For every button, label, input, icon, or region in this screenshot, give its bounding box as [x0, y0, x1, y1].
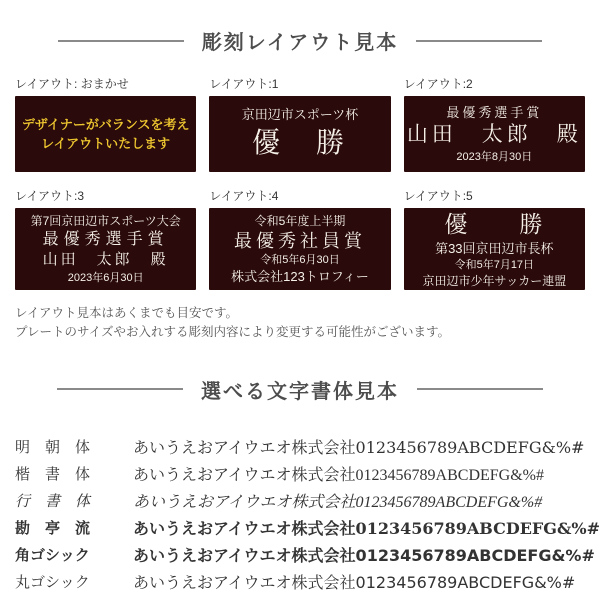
- plate-text-line: 株式会社123トロフィー: [231, 268, 369, 284]
- font-name: 角ゴシック: [15, 545, 90, 564]
- font-row-mincho: [15, 433, 585, 460]
- disclaimer-note: [15, 304, 585, 342]
- font-sample-list: [15, 433, 600, 595]
- layout-sample-2: [404, 75, 585, 172]
- plate-text-line: 山田 太郎 殿: [406, 123, 582, 147]
- section-title-text: 彫刻レイアウト見本: [201, 32, 399, 54]
- font-row-gyosho: [15, 487, 585, 514]
- plate-text-line: 第7回京田辺市スポーツ大会: [30, 213, 181, 228]
- font-row-kaku-gothic: [15, 541, 595, 568]
- plate-text-line: 最優秀社員賞: [233, 230, 366, 251]
- layout-label: レイアウト:3: [15, 189, 85, 203]
- note-line-2: プレートのサイズやお入れする彫刻内容により変更する可能性がございます。: [15, 324, 451, 339]
- layout-sample-4: [209, 187, 390, 290]
- plate-text-line: 京田辺市少年サッカー連盟: [422, 273, 567, 288]
- font-name: 丸ゴシック: [15, 572, 90, 591]
- section-title-text: 選べる文字書体見本: [201, 380, 399, 403]
- engraving-plate: [209, 96, 390, 172]
- divider-line: [57, 388, 183, 390]
- layout-label: レイアウト: おまかせ: [15, 77, 129, 91]
- plate-text-line: 令和5年7月17日: [454, 258, 535, 271]
- font-sample-text: あいうえおアイウエオ株式会社0123456789ABCDEFG&%#: [133, 572, 576, 592]
- plate-text-line: 優 勝: [444, 211, 545, 238]
- plate-text-line: 令和5年6月30日: [260, 254, 340, 267]
- plate-text-line: 2023年8月30日: [456, 150, 533, 163]
- font-name: 楷 書 体: [15, 466, 91, 483]
- engraving-plate: [209, 208, 390, 290]
- layout-sample-1: [209, 75, 390, 172]
- layout-sample-omakase: [15, 75, 196, 172]
- layout-label: レイアウト:5: [403, 189, 473, 203]
- font-row-maru-gothic: [15, 568, 585, 595]
- engraving-plate: [404, 208, 585, 290]
- section-title-font-samples: [15, 375, 585, 404]
- plate-text-line: 山田 太郎 殿: [42, 251, 169, 269]
- font-name: 明 朝 体: [15, 437, 91, 456]
- note-line-1: レイアウト見本はあくまでも目安です。: [15, 306, 239, 320]
- font-name: 行 書 体: [15, 493, 91, 510]
- divider-line: [417, 388, 543, 390]
- plate-text-line: 最優秀選手賞: [446, 104, 543, 120]
- layout-sample-grid: [15, 75, 585, 290]
- layout-sample-3: [15, 187, 196, 290]
- font-sample-text: あいうえおアイウエオ株式会社0123456789ABCDEFG&%#: [133, 466, 545, 484]
- font-sample-text: あいうえおアイウエオ株式会社0123456789ABCDEFG&%#: [133, 493, 543, 511]
- plate-text-line: 令和5年度上半期: [254, 213, 346, 228]
- font-sample-text: あいうえおアイウエオ株式会社0123456789ABCDEFG&%#: [133, 545, 595, 565]
- font-sample-text: あいうえおアイウエオ株式会社0123456789ABCDEFG&%#: [133, 518, 600, 538]
- divider-line: [416, 40, 542, 42]
- engraving-plate: [15, 96, 196, 172]
- layout-sample-5: [404, 187, 585, 290]
- font-name: 勘 亭 流: [15, 518, 91, 537]
- engraving-plate: [404, 96, 585, 172]
- layout-label: レイアウト:2: [403, 77, 473, 91]
- plate-text-line: レイアウトいたします: [41, 136, 171, 151]
- section-title-engraving-layout: [15, 26, 585, 55]
- font-sample-text: あいうえおアイウエオ株式会社0123456789ABCDEFG&%#: [133, 437, 585, 457]
- font-row-kanteiryu: [15, 514, 600, 541]
- plate-text-line: 第33回京田辺市長杯: [435, 241, 554, 257]
- layout-label: レイアウト:4: [209, 189, 279, 203]
- plate-text-line: 優 勝: [251, 126, 348, 158]
- engraving-plate: [15, 208, 196, 290]
- plate-text-line: 最優秀選手賞: [42, 230, 169, 248]
- divider-line: [58, 40, 184, 42]
- font-row-kaisho: [15, 460, 585, 487]
- plate-text-line: デザイナーがバランスを考え: [21, 116, 190, 132]
- layout-label: レイアウト:1: [209, 77, 279, 91]
- plate-text-line: 2023年6月30日: [67, 271, 144, 284]
- plate-text-line: 京田辺市スポーツ杯: [241, 107, 359, 123]
